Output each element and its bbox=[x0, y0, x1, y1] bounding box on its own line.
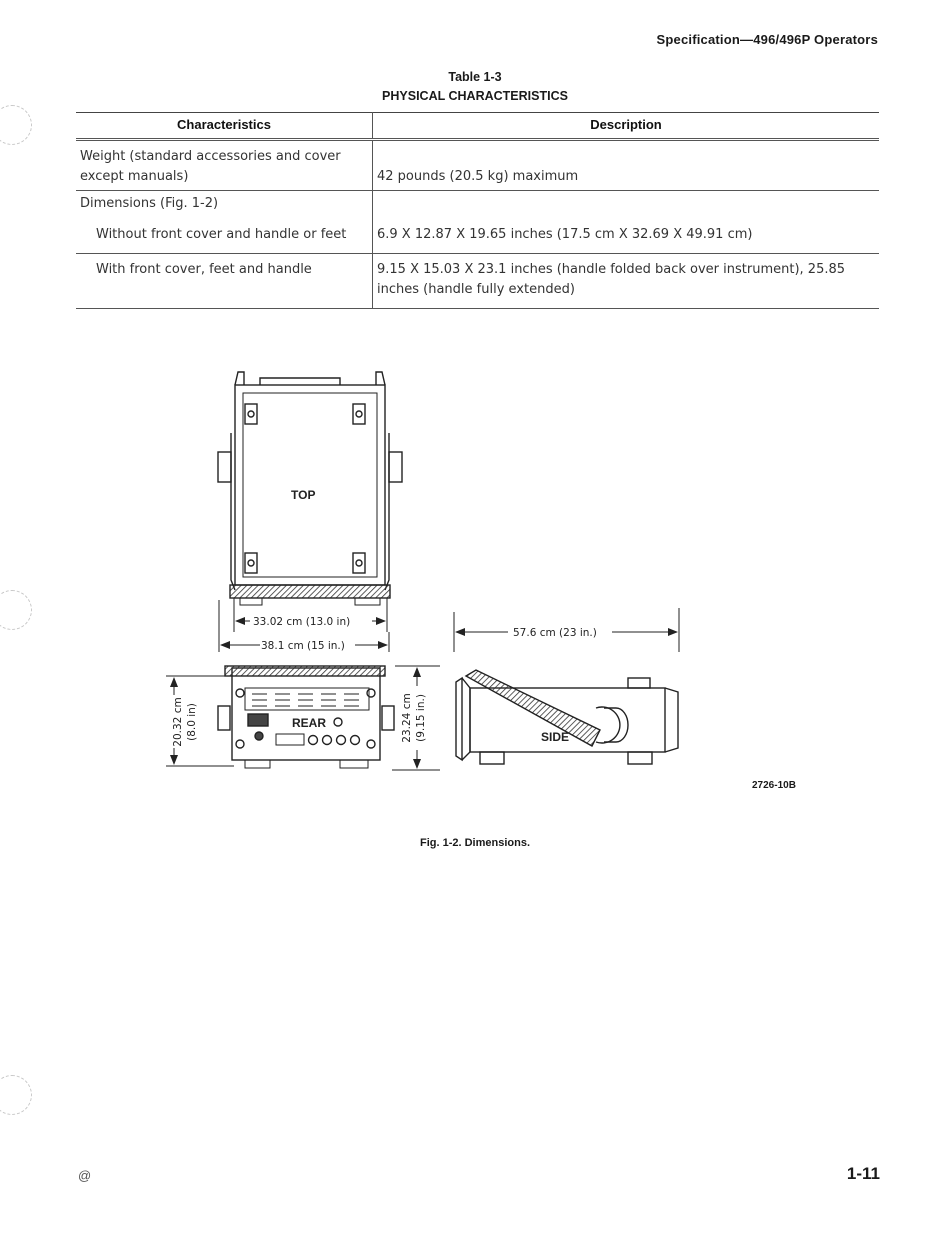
footer-mark: @ bbox=[78, 1168, 92, 1183]
description-cell: 42 pounds (20.5 kg) maximum bbox=[373, 140, 880, 191]
rear-height-cm-label: 20.32 cm bbox=[172, 697, 184, 747]
top-view-right-hub bbox=[389, 452, 402, 482]
rear-view-bnc bbox=[351, 736, 360, 745]
characteristic-cell: Without front cover and handle or feet bbox=[76, 217, 373, 254]
side-view-front-cover bbox=[456, 678, 462, 760]
top-view-label: TOP bbox=[291, 488, 316, 502]
rear-view-bnc bbox=[337, 736, 346, 745]
characteristic-cell: Weight (standard accessories and cover except manuals) bbox=[76, 140, 373, 191]
top-view-front-panel bbox=[230, 585, 390, 598]
rear-view-foot bbox=[236, 740, 244, 748]
width-inner-label: 33.02 cm (13.0 in) bbox=[253, 616, 351, 628]
rear-view-foot bbox=[367, 740, 375, 748]
rear-view-label: REAR bbox=[292, 716, 327, 730]
page-number: 1-11 bbox=[846, 1164, 880, 1183]
top-view-panel bbox=[243, 393, 377, 577]
top-view-left-hub bbox=[218, 452, 231, 482]
side-view-label: SIDE bbox=[541, 730, 570, 744]
rear-view-label-plate bbox=[248, 714, 268, 726]
side-view-bottom-foot bbox=[480, 752, 504, 764]
rear-view-bnc bbox=[309, 736, 318, 745]
top-view-screw bbox=[248, 560, 254, 566]
figure-number: 2726-10B bbox=[752, 780, 796, 791]
width-outer-label: 38.1 cm (15 in.) bbox=[261, 640, 345, 652]
top-view-connector bbox=[260, 378, 340, 385]
side-view-handle-hub bbox=[596, 707, 620, 743]
description-cell: 9.15 X 15.03 X 23.1 inches (handle folded back over instrument), 25.85 inches (handle fully extended) bbox=[373, 254, 880, 309]
top-view-screw bbox=[248, 411, 254, 417]
column-header-description: Description bbox=[373, 113, 880, 140]
top-view-foot bbox=[245, 404, 257, 424]
rear-view-foot bbox=[236, 689, 244, 697]
rear-view-bnc bbox=[323, 736, 332, 745]
top-view-front-feet bbox=[240, 598, 380, 605]
side-height-cm-label: 23.24 cm bbox=[401, 693, 413, 743]
rear-view-gpib-connector bbox=[276, 734, 304, 745]
side-view-front-bezel bbox=[462, 678, 470, 760]
running-header: Specification—496/496P Operators bbox=[656, 32, 878, 47]
top-view-foot bbox=[353, 553, 365, 573]
side-height-in-label: (9.15 in.) bbox=[415, 694, 427, 742]
side-view-handle bbox=[466, 670, 600, 746]
figure-caption: Fig. 1-2. Dimensions. bbox=[419, 837, 531, 849]
table-title: PHYSICAL CHARACTERISTICS bbox=[382, 89, 568, 103]
side-view-top-foot bbox=[628, 678, 650, 688]
rear-view-fan-grille bbox=[245, 688, 369, 710]
top-view-screw bbox=[356, 560, 362, 566]
top-view-foot bbox=[353, 404, 365, 424]
length-label: 57.6 cm (23 in.) bbox=[513, 627, 597, 639]
rear-view-left-hub bbox=[218, 706, 230, 730]
column-header-characteristics: Characteristics bbox=[76, 113, 373, 140]
rear-view-fuse bbox=[334, 718, 342, 726]
top-view-screw bbox=[356, 411, 362, 417]
table-number: Table 1-3 bbox=[448, 70, 502, 84]
rear-height-in-label: (8.0 in) bbox=[186, 703, 198, 741]
rear-view-right-hub bbox=[382, 706, 394, 730]
characteristic-cell: With front cover, feet and handle bbox=[76, 254, 373, 309]
rear-view-foot bbox=[367, 689, 375, 697]
side-view-bottom-foot bbox=[628, 752, 652, 764]
rear-view-top-edge bbox=[225, 666, 385, 676]
top-view-foot bbox=[245, 553, 257, 573]
side-view-rear-panel bbox=[665, 688, 678, 752]
rear-view-feet bbox=[245, 760, 368, 768]
rear-view-power-connector bbox=[255, 732, 263, 740]
characteristic-cell: Dimensions (Fig. 1-2) bbox=[76, 191, 373, 218]
description-cell: 6.9 X 12.87 X 19.65 inches (17.5 cm X 32.69 X 49.91 cm) bbox=[373, 217, 880, 254]
side-view-drawing bbox=[456, 670, 678, 764]
